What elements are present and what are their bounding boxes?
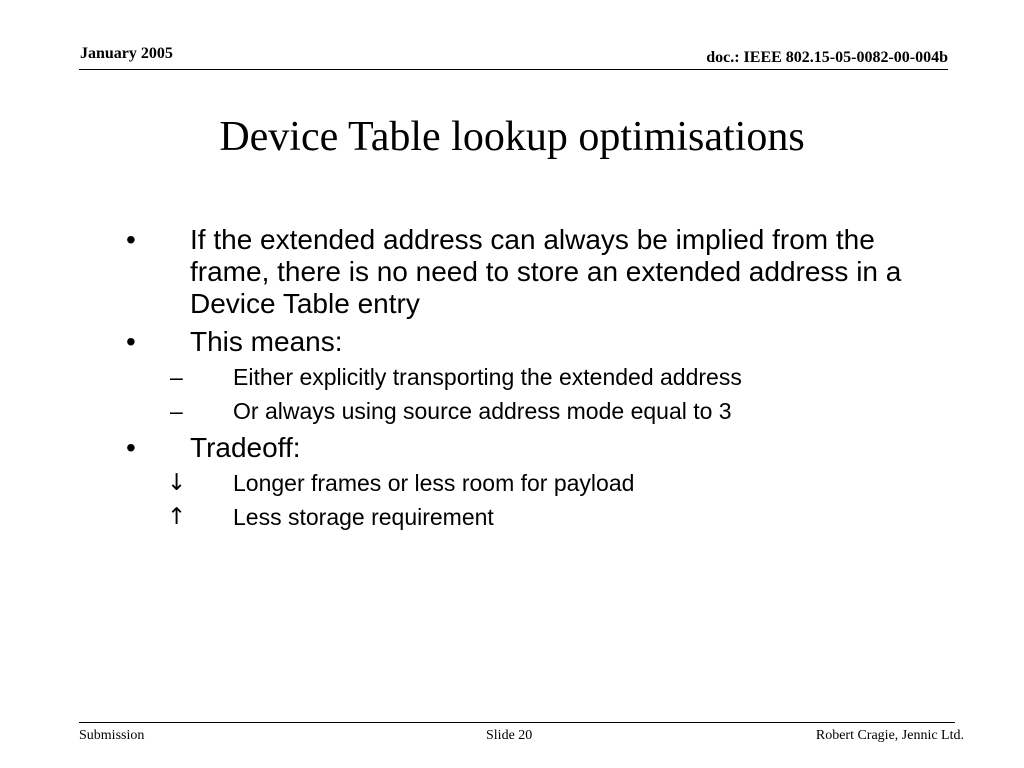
down-arrow-icon: ↓ (167, 470, 187, 496)
bullet-item (0, 432, 910, 464)
sub-bullet-text: Either explicitly transporting the extended address (233, 364, 742, 390)
slide-title: Device Table lookup optimisations (219, 114, 805, 160)
header-doc-id: doc.: IEEE 802.15-05-0082-00-004b (706, 49, 948, 66)
sub-bullet-item (0, 398, 913, 425)
sub-bullet-item (0, 364, 913, 391)
sub-bullet-item (0, 504, 913, 531)
bullet-marker: • (126, 224, 136, 255)
footer-slide-number: Slide 20 (486, 728, 533, 743)
up-arrow-icon: ↑ (167, 504, 187, 530)
dash-marker: – (170, 364, 183, 390)
dash-marker: – (170, 398, 183, 424)
sub-bullet-text: Longer frames or less room for payload (233, 470, 635, 496)
footer-submission: Submission (79, 728, 145, 743)
bullet-item (0, 224, 910, 320)
header-date: January 2005 (80, 45, 173, 62)
sub-bullet-text: Less storage requirement (233, 504, 494, 530)
header-divider (79, 69, 948, 70)
footer-divider (79, 722, 955, 723)
bullet-list (0, 224, 1024, 538)
bullet-text: Tradeoff: (190, 432, 301, 463)
bullet-text: This means: (190, 326, 343, 357)
bullet-item (0, 326, 910, 358)
sub-bullet-item (0, 470, 913, 497)
bullet-marker: • (126, 326, 136, 357)
bullet-marker: • (126, 432, 136, 463)
footer-author: Robert Cragie, Jennic Ltd. (815, 728, 964, 743)
bullet-text: If the extended address can always be implied from the frame, there is no need to store an extended address in a Device Table entry (190, 224, 902, 319)
sub-bullet-text: Or always using source address mode equal to 3 (233, 398, 732, 424)
